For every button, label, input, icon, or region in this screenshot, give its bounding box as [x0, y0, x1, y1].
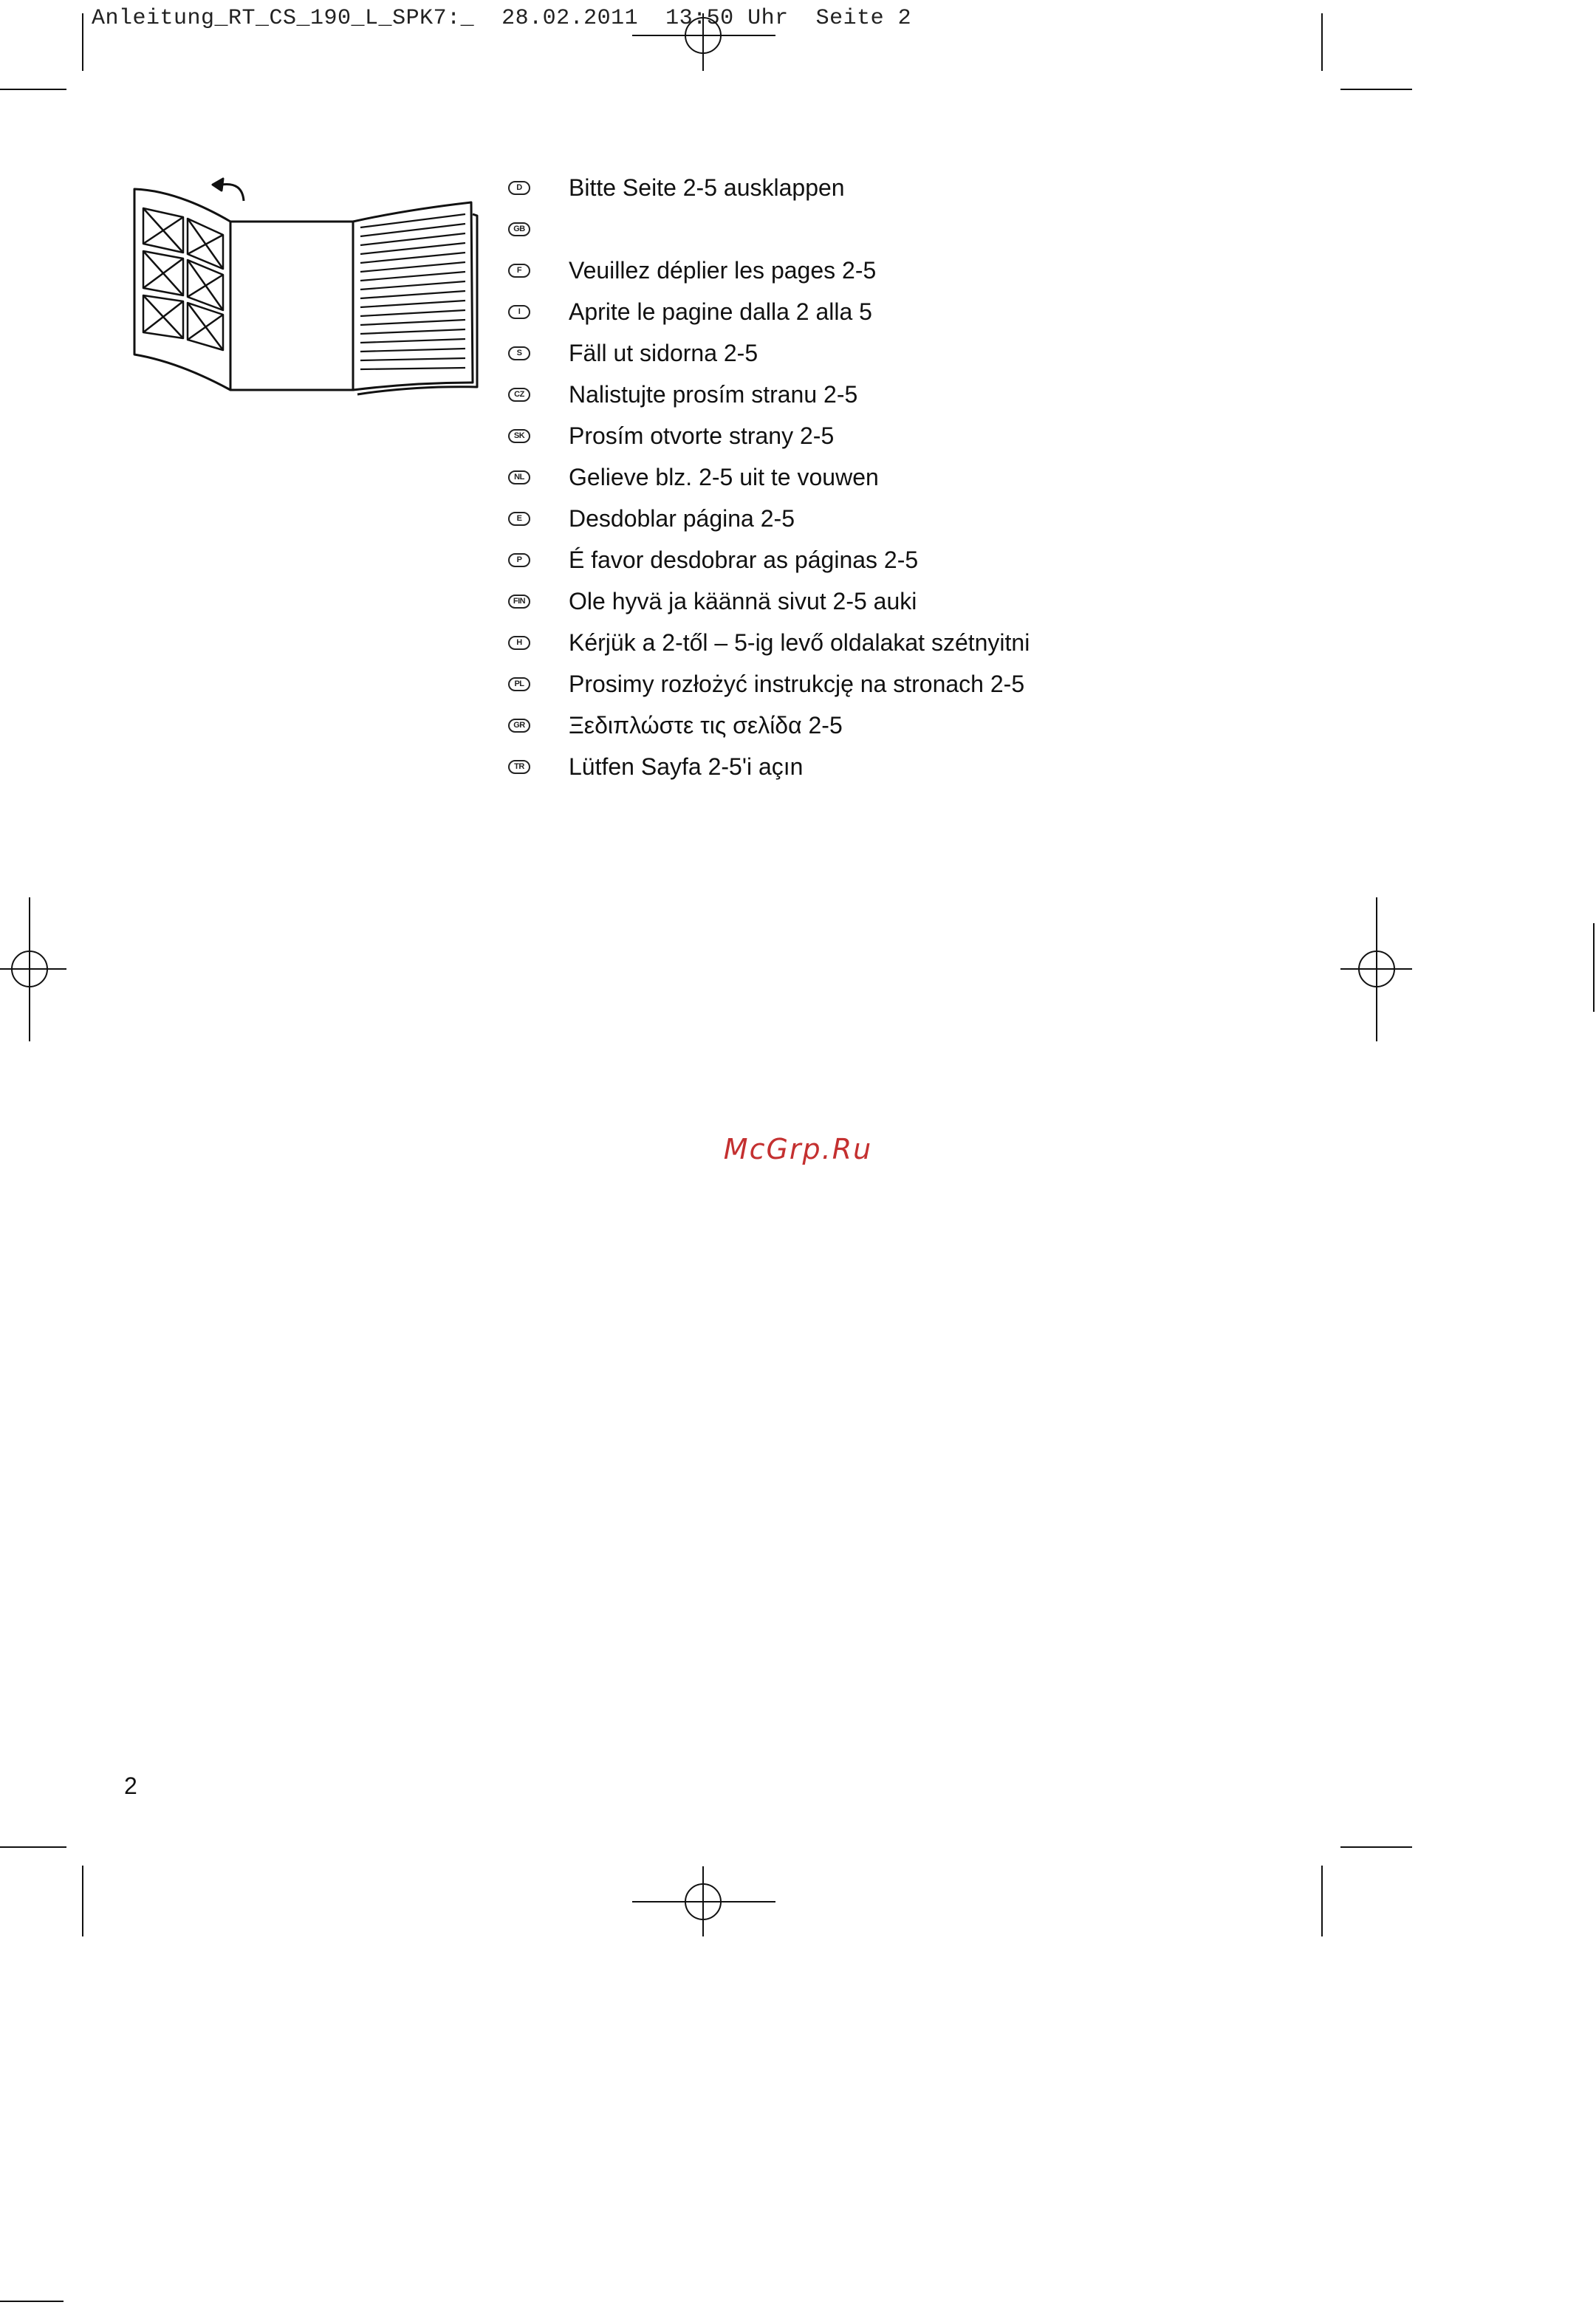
instruction-text: Veuillez déplier les pages 2-5: [569, 256, 877, 284]
instruction-text: Gelieve blz. 2-5 uit te vouwen: [569, 463, 879, 490]
instruction-text: Prosimy rozłożyć instrukcję na stronach 2-5: [569, 670, 1025, 697]
list-item: [508, 539, 1394, 580]
language-badge: P: [508, 553, 530, 567]
list-item: [508, 498, 1394, 539]
list-item: [508, 705, 1394, 746]
instruction-text: Aprite le pagine dalla 2 alla 5: [569, 298, 872, 325]
list-item: [508, 332, 1394, 374]
language-badge: SK: [508, 429, 530, 443]
page-number: 2: [124, 1773, 137, 1799]
language-badge: GR: [508, 719, 530, 733]
instruction-text: Bitte Seite 2-5 ausklappen: [569, 174, 845, 201]
language-badge: TR: [508, 760, 530, 774]
instruction-text: Ξεδιπλώστε τις σελίδα 2-5: [569, 711, 843, 739]
list-item: [508, 456, 1394, 498]
list-item: [508, 250, 1394, 291]
list-item: [508, 622, 1394, 663]
fold-out-pages-icon: [126, 170, 480, 399]
language-badge: PL: [508, 677, 530, 691]
instruction-text: Desdoblar página 2-5: [569, 504, 795, 532]
instruction-text: Nalistujte prosím stranu 2-5: [569, 380, 858, 408]
instruction-text: Lütfen Sayfa 2-5'i açın: [569, 753, 804, 780]
language-badge: CZ: [508, 388, 530, 402]
watermark-link[interactable]: McGrp.Ru: [723, 1133, 873, 1165]
list-item: [508, 374, 1394, 415]
language-badge: I: [508, 305, 530, 319]
language-badge: D: [508, 181, 530, 195]
list-item: [508, 415, 1394, 456]
language-badge: H: [508, 636, 530, 650]
print-slug: Anleitung_RT_CS_190_L_SPK7:_ 28.02.2011 13:50 Uhr Seite 2: [92, 6, 912, 31]
instruction-text: Fäll ut sidorna 2-5: [569, 339, 758, 366]
list-item: [508, 291, 1394, 332]
list-item: [508, 580, 1394, 622]
instruction-text: É favor desdobrar as páginas 2-5: [569, 546, 919, 573]
list-item: [508, 746, 1394, 787]
curved-arrow-icon: [222, 184, 244, 201]
language-badge: FIN: [508, 595, 530, 609]
language-badge: E: [508, 512, 530, 526]
list-item: [508, 167, 1394, 208]
language-badge: NL: [508, 470, 530, 484]
language-badge: F: [508, 264, 530, 278]
language-badge: GB: [508, 222, 530, 236]
list-item: [508, 208, 1394, 250]
instruction-text: Ole hyvä ja käännä sivut 2-5 auki: [569, 587, 917, 614]
instruction-text: Kérjük a 2-től – 5-ig levő oldalakat szétnyitni: [569, 629, 1030, 656]
instruction-text: Prosím otvorte strany 2-5: [569, 422, 835, 449]
language-badge: S: [508, 346, 530, 360]
list-item: [508, 663, 1394, 705]
